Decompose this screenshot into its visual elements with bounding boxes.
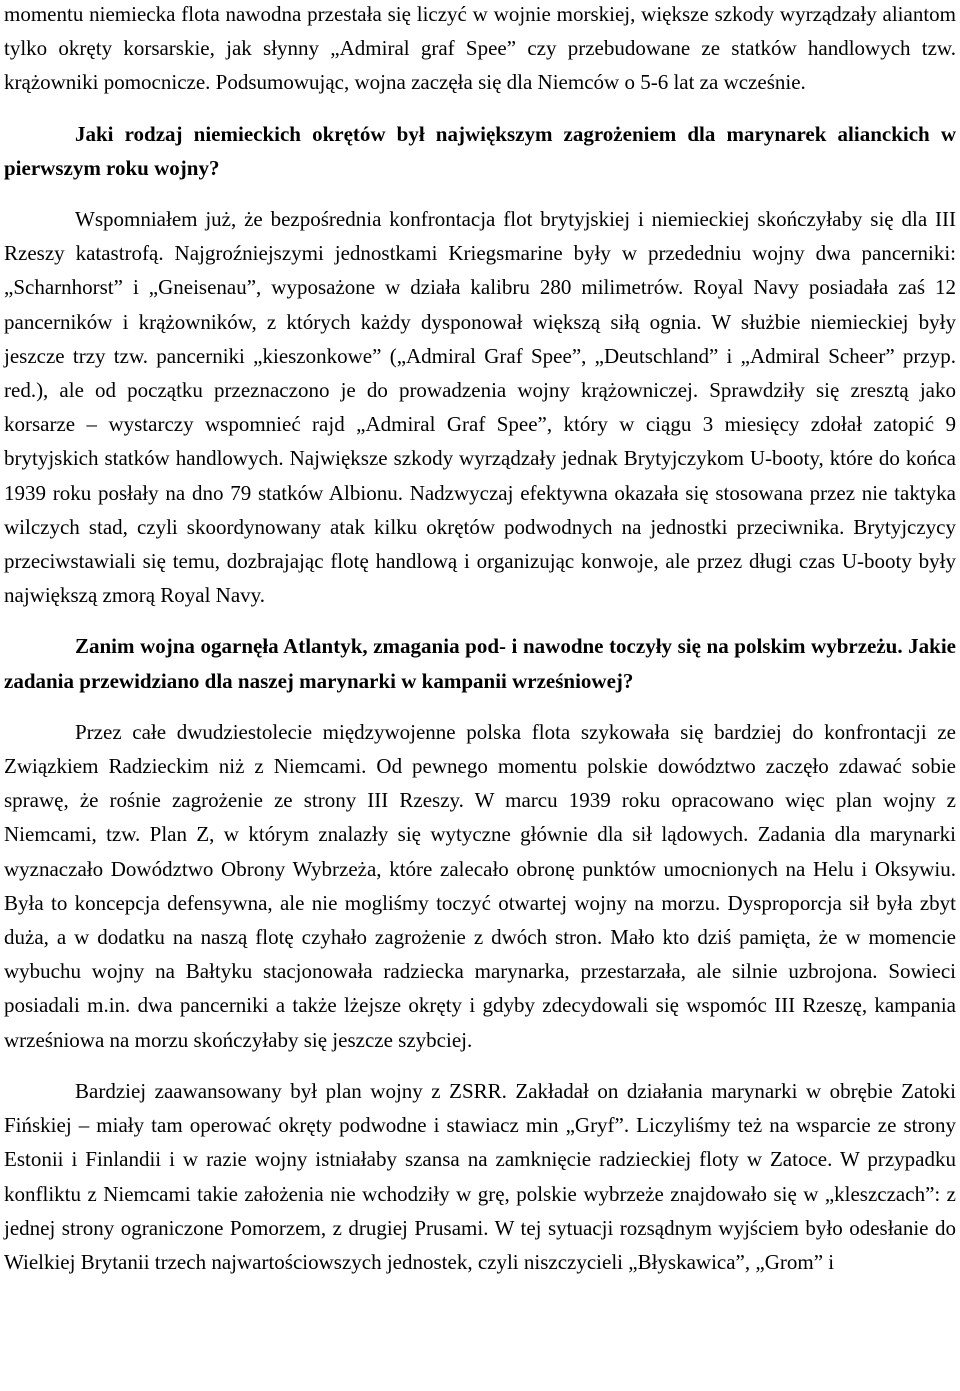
paragraph-answer-3: Bardziej zaawansowany był plan wojny z ZSRR. Zakładał on działania marynarki w obrębie Zatoki Fińskiej – miały tam operować okręty podwodne i stawiacz min „Gryf”. Liczyliśmy też na wsparcie ze strony Estonii i Finlandii i w razie wojny istniałaby szansa na zamknięcie radzieckiej floty w Zatoce. W przypadku konfliktu z Niemcami takie założenia nie wchodziły w grę, polskie wybrzeże znajdowało się w „kleszczach”: z jednej strony ograniczone Pomorzem, z drugiej Prusami. W tej sytuacji rozsądnym wyjściem było odesłanie do Wielkiej Brytanii trzech najwartościowszych jednostek, czyli niszczycieli „Błyskawica”, „Grom” i	[4, 1078, 956, 1274]
paragraph-answer-1: Wspomniałem już, że bezpośrednia konfrontacja flot brytyjskiej i niemieckiej skończyłaby się dla III Rzeszy katastrofą. Najgroźniejszymi jednostkami Kriegsmarine były w przededniu wojny dwa pancerniki: „Scharnhorst” i „Gneisenau”, wyposażone w działa kalibru 280 milimetrów. Royal Navy posiadała zaś 12 pancerników i krążowników, z których każdy dysponował większą siłą ognia. W służbie niemieckiej były jeszcze trzy tzw. pancerniki „kieszonkowe” („Admiral Graf Spee”, „Deutschland” i „Admiral Scheer” przyp. red.), ale od początku przeznaczono je do prowadzenia wojny krążowniczej. Sprawdziły się zresztą jako korsarze – wystarczy wspomnieć rajd „Admiral Graf Spee”, który w ciągu 3 miesięcy zdołał zatopić 9 brytyjskich statków handlowych. Największe szkody wyrządzały jednak Brytyjczykom U-booty, które do końca 1939 roku posłały na dno 79 statków Albionu. Nadzwyczaj efektywna okazała się stosowana przez nie taktyka wilczych stad, czyli skoordynowany atak kilku okrętów podwodnych na jednostki przeciwnika. Brytyjczycy przeciwstawiali się temu, dozbrajając flotę handlową i organizując konwoje, ale przez długi czas U-booty były największą zmorą Royal Navy.	[4, 207, 956, 608]
question-heading-1: Jaki rodzaj niemieckich okrętów był największym zagrożeniem dla marynarek alianckich w pierwszym roku wojny?	[4, 121, 956, 180]
paragraph-intro: momentu niemiecka flota nawodna przestała się liczyć w wojnie morskiej, większe szkody wyrządzały aliantom tylko okręty korsarskie, jak słynny „Admiral graf Spee” czy przebudowane ze statków handlowych tzw. krążowniki pomocnicze. Podsumowując, wojna zaczęła się dla Niemców o 5-6 lat za wcześnie.	[4, 2, 956, 95]
question-heading-2: Zanim wojna ogarnęła Atlantyk, zmagania pod- i nawodne toczyły się na polskim wybrzeżu. Jakie zadania przewidziano dla naszej marynarki w kampanii wrześniowej?	[4, 634, 956, 693]
paragraph-answer-2: Przez całe dwudziestolecie międzywojenne polska flota szykowała się bardziej do konfrontacji ze Związkiem Radzieckim niż z Niemcami. Od pewnego momentu polskie dowództwo zaczęło zdawać sobie sprawę, że rośnie zagrożenie ze strony III Rzeszy. W marcu 1939 roku opracowano więc plan wojny z Niemcami, tzw. Plan Z, w którym znalazły się wytyczne głównie dla sił lądowych. Zadania dla marynarki wyznaczało Dowództwo Obrony Wybrzeża, które zalecało obronę punktów umocnionych na Helu i Oksywiu. Była to koncepcja defensywna, ale nie mogliśmy toczyć otwartej wojny na morzu. Dysproporcja sił była zbyt duża, a w dodatku na naszą flotę czyhało zagrożenie z dwóch stron. Mało kto dziś pamięta, że w momencie wybuchu wojny na Bałtyku stacjonowała radziecka marynarka, przestarzała, ale silnie uzbrojona. Sowieci posiadali m.in. dwa pancerniki a także lżejsze okręty i gdyby zdecydowali się wspomóc III Rzeszę, kampania wrześniowa na morzu skończyłaby się jeszcze szybciej.	[4, 719, 956, 1052]
document-page	[4, 0, 956, 1279]
